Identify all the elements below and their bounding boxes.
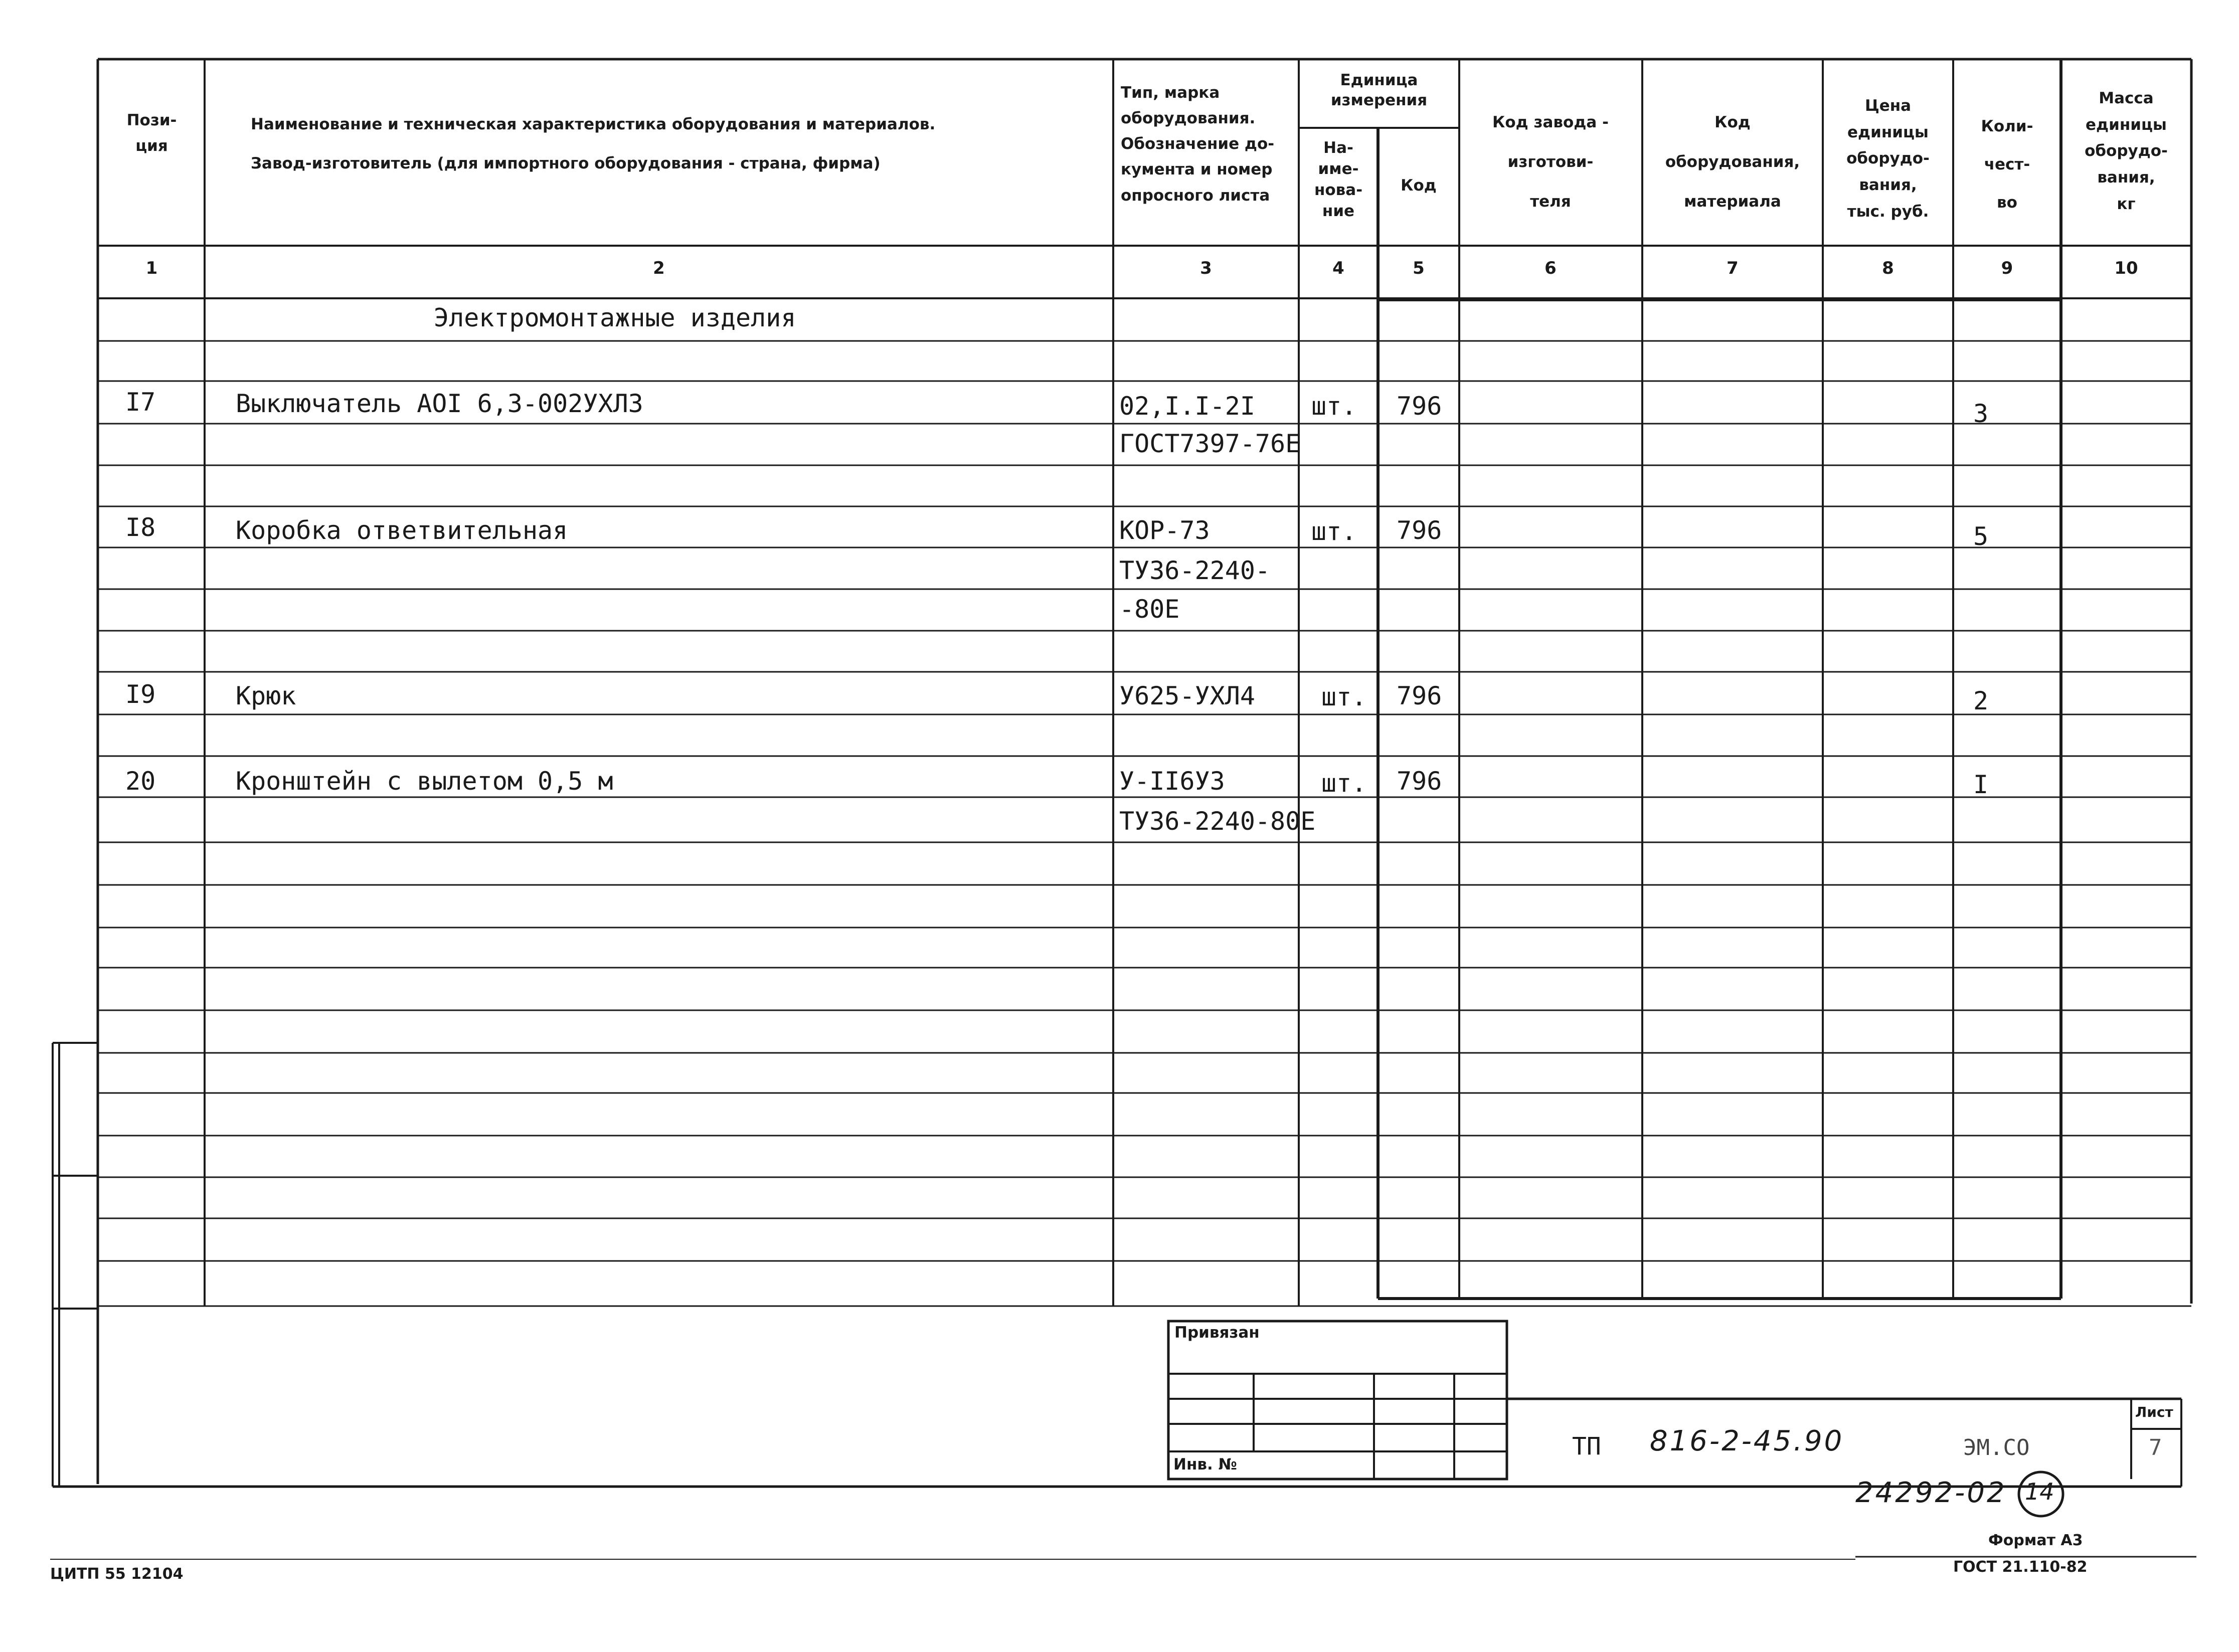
header-unit-code: Код <box>1401 176 1437 195</box>
header-equipment-code: Код оборудования, материала <box>1665 113 1800 211</box>
row-name: Кронштейн с вылетом 0,5 м <box>236 767 613 796</box>
row-position: 20 <box>125 767 156 796</box>
row-type: ТУ36-2240-80Е <box>1119 807 1316 836</box>
column-number: 3 <box>1200 258 1212 278</box>
stamp-privyazan: Привязан <box>1174 1324 1260 1342</box>
sheet-label: Лист <box>2135 1404 2173 1420</box>
row-type: У-II6У3 <box>1119 767 1225 796</box>
row-name: Выключатель АОI 6,3-002УХЛ3 <box>236 389 643 418</box>
row-code: 796 <box>1397 392 1442 421</box>
header-quantity: Коли- чест- во <box>1981 117 2033 212</box>
sheet-value: 7 <box>2149 1435 2162 1460</box>
row-unit: шт. <box>1321 682 1367 711</box>
gost-label: ГОСТ 21.110-82 <box>1953 1558 2088 1576</box>
header-position: Пози- ция <box>126 111 177 155</box>
row-quantity: 2 <box>1973 686 1989 715</box>
column-number: 9 <box>2001 258 2013 278</box>
row-type: У625-УХЛ4 <box>1119 681 1255 710</box>
row-quantity: 5 <box>1973 522 1989 551</box>
row-name: Коробка ответвительная <box>236 516 568 545</box>
column-number: 2 <box>653 258 665 278</box>
row-type: ГОСТ7397-76Е <box>1119 429 1301 458</box>
column-number: 5 <box>1413 258 1425 278</box>
column-number: 1 <box>145 258 158 278</box>
row-code: 796 <box>1397 516 1442 545</box>
doc-number: 816-2-45.90 <box>1650 1425 1844 1457</box>
row-type: КОР-73 <box>1119 516 1210 545</box>
column-number: 6 <box>1544 258 1557 278</box>
header-unit-price: Цена единицы оборудо- вания, тыс. руб. <box>1846 97 1930 221</box>
row-position: I9 <box>125 680 156 709</box>
row-unit: шт. <box>1311 517 1357 546</box>
section-title: Электромонтажные изделия <box>434 303 796 332</box>
header-name: Наименование и техническая характеристика оборудования и материалов. Завод-изготовитель (для импортного оборудования - страна, фирма) <box>251 115 936 172</box>
row-name: Крюк <box>236 681 296 710</box>
printer-mark: ЦИТП 55 12104 <box>50 1565 184 1583</box>
row-type: 02,I.I-2I <box>1119 392 1255 421</box>
doc-prefix: ТП <box>1572 1432 1601 1460</box>
header-factory-code: Код завода - изготови- теля <box>1492 113 1609 211</box>
stamp-inv-no: Инв. № <box>1173 1455 1237 1474</box>
column-number: 10 <box>2114 258 2138 278</box>
row-type: -80Е <box>1119 595 1180 624</box>
row-unit: шт. <box>1311 392 1357 421</box>
header-type: Тип, марка оборудования. Обозначение до- кумента и номер опросного листа <box>1121 84 1275 205</box>
row-unit: шт. <box>1321 769 1367 798</box>
column-number: 8 <box>1882 258 1894 278</box>
format-label: Формат А3 <box>1988 1532 2083 1549</box>
circled-number: 14 <box>2025 1478 2054 1505</box>
row-code: 796 <box>1397 767 1442 796</box>
row-quantity: 3 <box>1973 399 1989 428</box>
header-unit-name: На- име- нова- ние <box>1314 139 1363 220</box>
handwritten-number: 24292-02 <box>1855 1477 2007 1509</box>
column-number: 4 <box>1332 258 1344 278</box>
doc-code: ЭМ.СО <box>1963 1435 2030 1460</box>
header-mass: Масса единицы оборудо- вания, кг <box>2085 89 2168 213</box>
row-position: I8 <box>125 513 156 542</box>
row-quantity: I <box>1973 770 1989 799</box>
row-position: I7 <box>125 388 156 417</box>
header-unit-group: Единица измерения <box>1330 71 1428 110</box>
row-type: ТУ36-2240- <box>1119 556 1271 585</box>
row-code: 796 <box>1397 681 1442 710</box>
column-number: 7 <box>1727 258 1739 278</box>
